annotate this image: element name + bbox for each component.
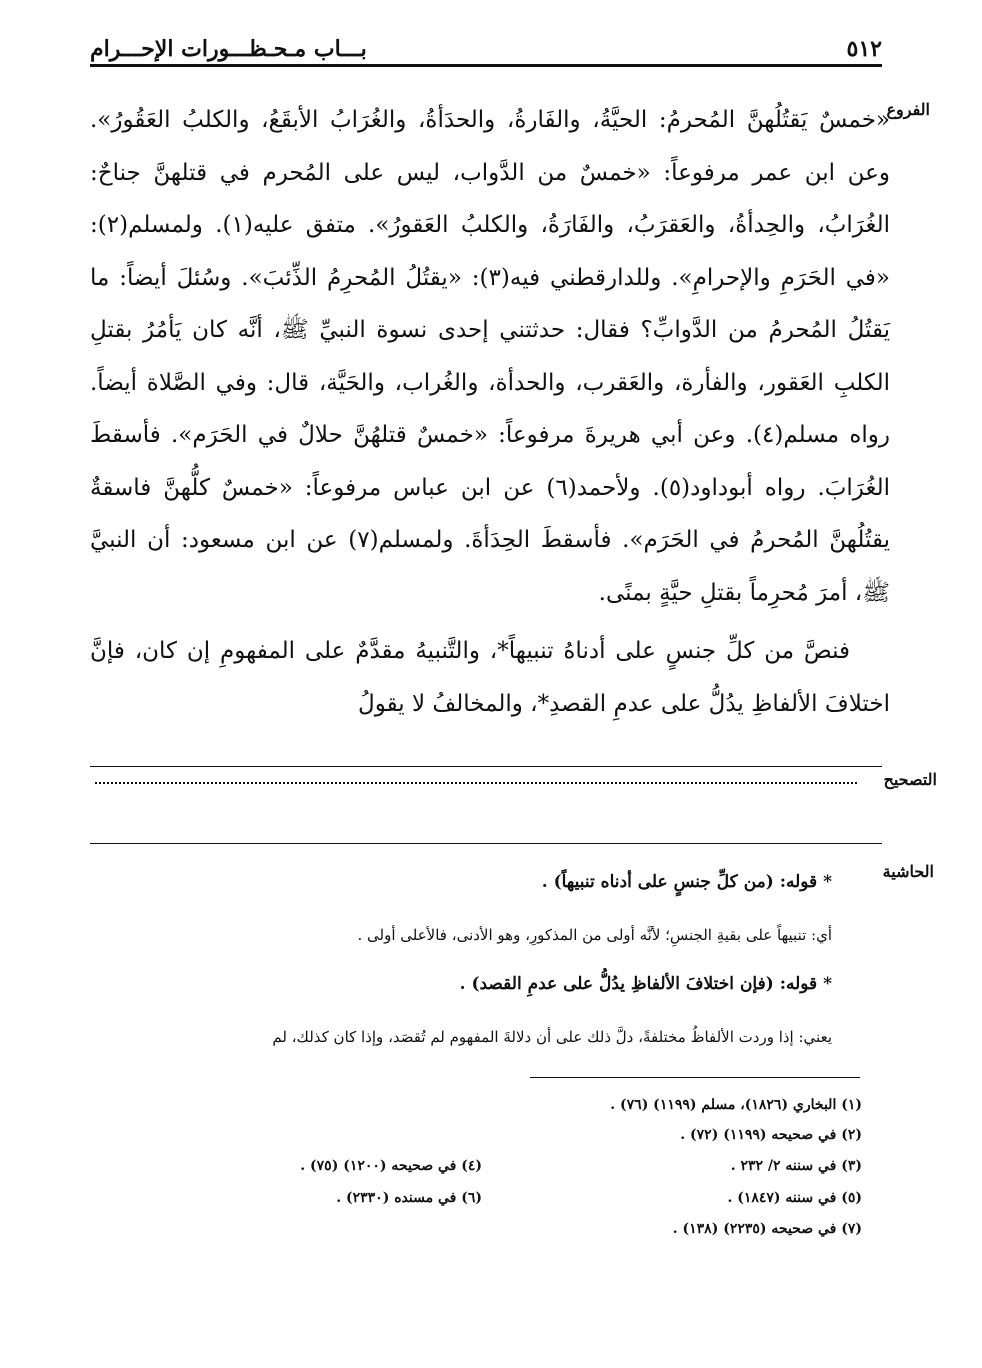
page-header	[90, 28, 882, 62]
header-rule	[90, 64, 882, 67]
footnote-2: (٢) في صحيحه (١١٩٩) (٧٢) .	[680, 1127, 862, 1143]
footnote-5: (٥) في سننه (١٨٤٧) .	[727, 1190, 862, 1206]
main-paragraph-2: فنصَّ من كلِّ جنسٍ على أدناهُ تنبيهاً*، والتَّنبيهُ مقدَّمٌ على المفهومِ إن كان، فإنَّ اختلافَ الألفاظِ يدُلُّ على عدمِ القصدِ*، والمخالفُ لا يقولُ	[90, 638, 890, 717]
footnote-rule	[530, 1077, 860, 1078]
hashiya-explanation-2: يعني: إذا وردت الألفاظُ مختلفةً، دلَّ ذلك على أن دلالةَ المفهوم لم تُقصَد، وإذا كان كذلك، لم	[272, 1028, 832, 1046]
footnote-6: (٦) في مسنده (٢٣٣٠) .	[336, 1190, 482, 1206]
hashiya-quote-2: * قوله: (فإن اختلافَ الألفاظِ يدُلُّ على عدمِ القصد) .	[459, 974, 832, 994]
hashiya-quote-1: * قوله: (من كلِّ جنسٍ على أدناه تنبيهاً) .	[541, 872, 832, 892]
label-hashiya: الحاشية	[882, 862, 934, 881]
main-paragraph-1: «خمسٌ يَقتُلُهنَّ المُحرمُ: الحيَّةُ، والفَارةُ، والحدَأةُ، والغُرَابُ الأبقَعُ، والكلبُ العَقُورُ». وعن ابن عمر مرفوعاً: «خمسٌ من الدَّواب، ليس على المُحرم في قتلهنَّ جناحٌ: الغُرَابُ، والحِدأةُ، والعَقرَبُ، والفَارَةُ، والكلبُ العَقورُ». متفق عليه(١). ولمسلم(٢): «في الحَرَمِ والإحرامِ». وللدارقطني فيه(٣): «يقتُلُ المُحرِمُ الذِّئبَ». وسُئلَ أيضاً: ما يَقتُلُ المُحرمُ من الدَّوابِّ؟ فقال: حدثتني إحدى نسوة النبيِّ ﷺ، أنَّه كان يَأمُرُ بقتلِ الكلبِ العَقور، والفأرة، والعَقرب، والحدأة، والغُراب، والحَيَّة، قال: وفي الصَّلاة أيضاً. رواه مسلم(٤). وعن أبي هريرةَ مرفوعاً: «خمسٌ قتلهُنَّ حلالٌ في الحَرَم». فأسقطَ الغُرَابَ. رواه أبوداود(٥). ولأحمد(٦) عن ابن عباس مرفوعاً: «خمسٌ كلُّهنَّ فاسقةٌ يقتُلُهنَّ المُحرمُ في الحَرَم». فأسقطَ الحِدَأةَ. ولمسلم(٧) عن ابن مسعود: أن النبيَّ ﷺ، أمرَ مُحرِماً بقتلِ حيَّةٍ بمنًى.	[90, 107, 890, 606]
page-number: ٥١٢	[846, 36, 882, 62]
footnote-3: (٣) في سننه ٢/ ٢٣٢ .	[730, 1158, 862, 1174]
footnote-1: (١) البخاري (١٨٢٦)، مسلم (١١٩٩) (٧٦) .	[610, 1097, 862, 1113]
label-tashih: التصحيح	[883, 770, 937, 789]
chapter-title: بـــاب مـحـظـــورات الإحـــرام	[90, 36, 367, 62]
correction-bottom-rule	[90, 843, 882, 844]
correction-dotted-line	[95, 782, 857, 784]
label-furu: الفروع	[886, 100, 930, 119]
hashiya-explanation-1: أي: تنبيهاً على بقيةِ الجنسِ؛ لأنَّه أولى من المذكورِ، وهو الأدنى، فالأعلى أولى .	[357, 926, 832, 944]
footnote-4: (٤) في صحيحه (١٢٠٠) (٧٥) .	[300, 1158, 482, 1174]
correction-top-rule	[90, 766, 882, 767]
footnote-7: (٧) في صحيحه (٢٢٣٥) (١٣٨) .	[672, 1221, 862, 1237]
main-text	[90, 94, 890, 730]
